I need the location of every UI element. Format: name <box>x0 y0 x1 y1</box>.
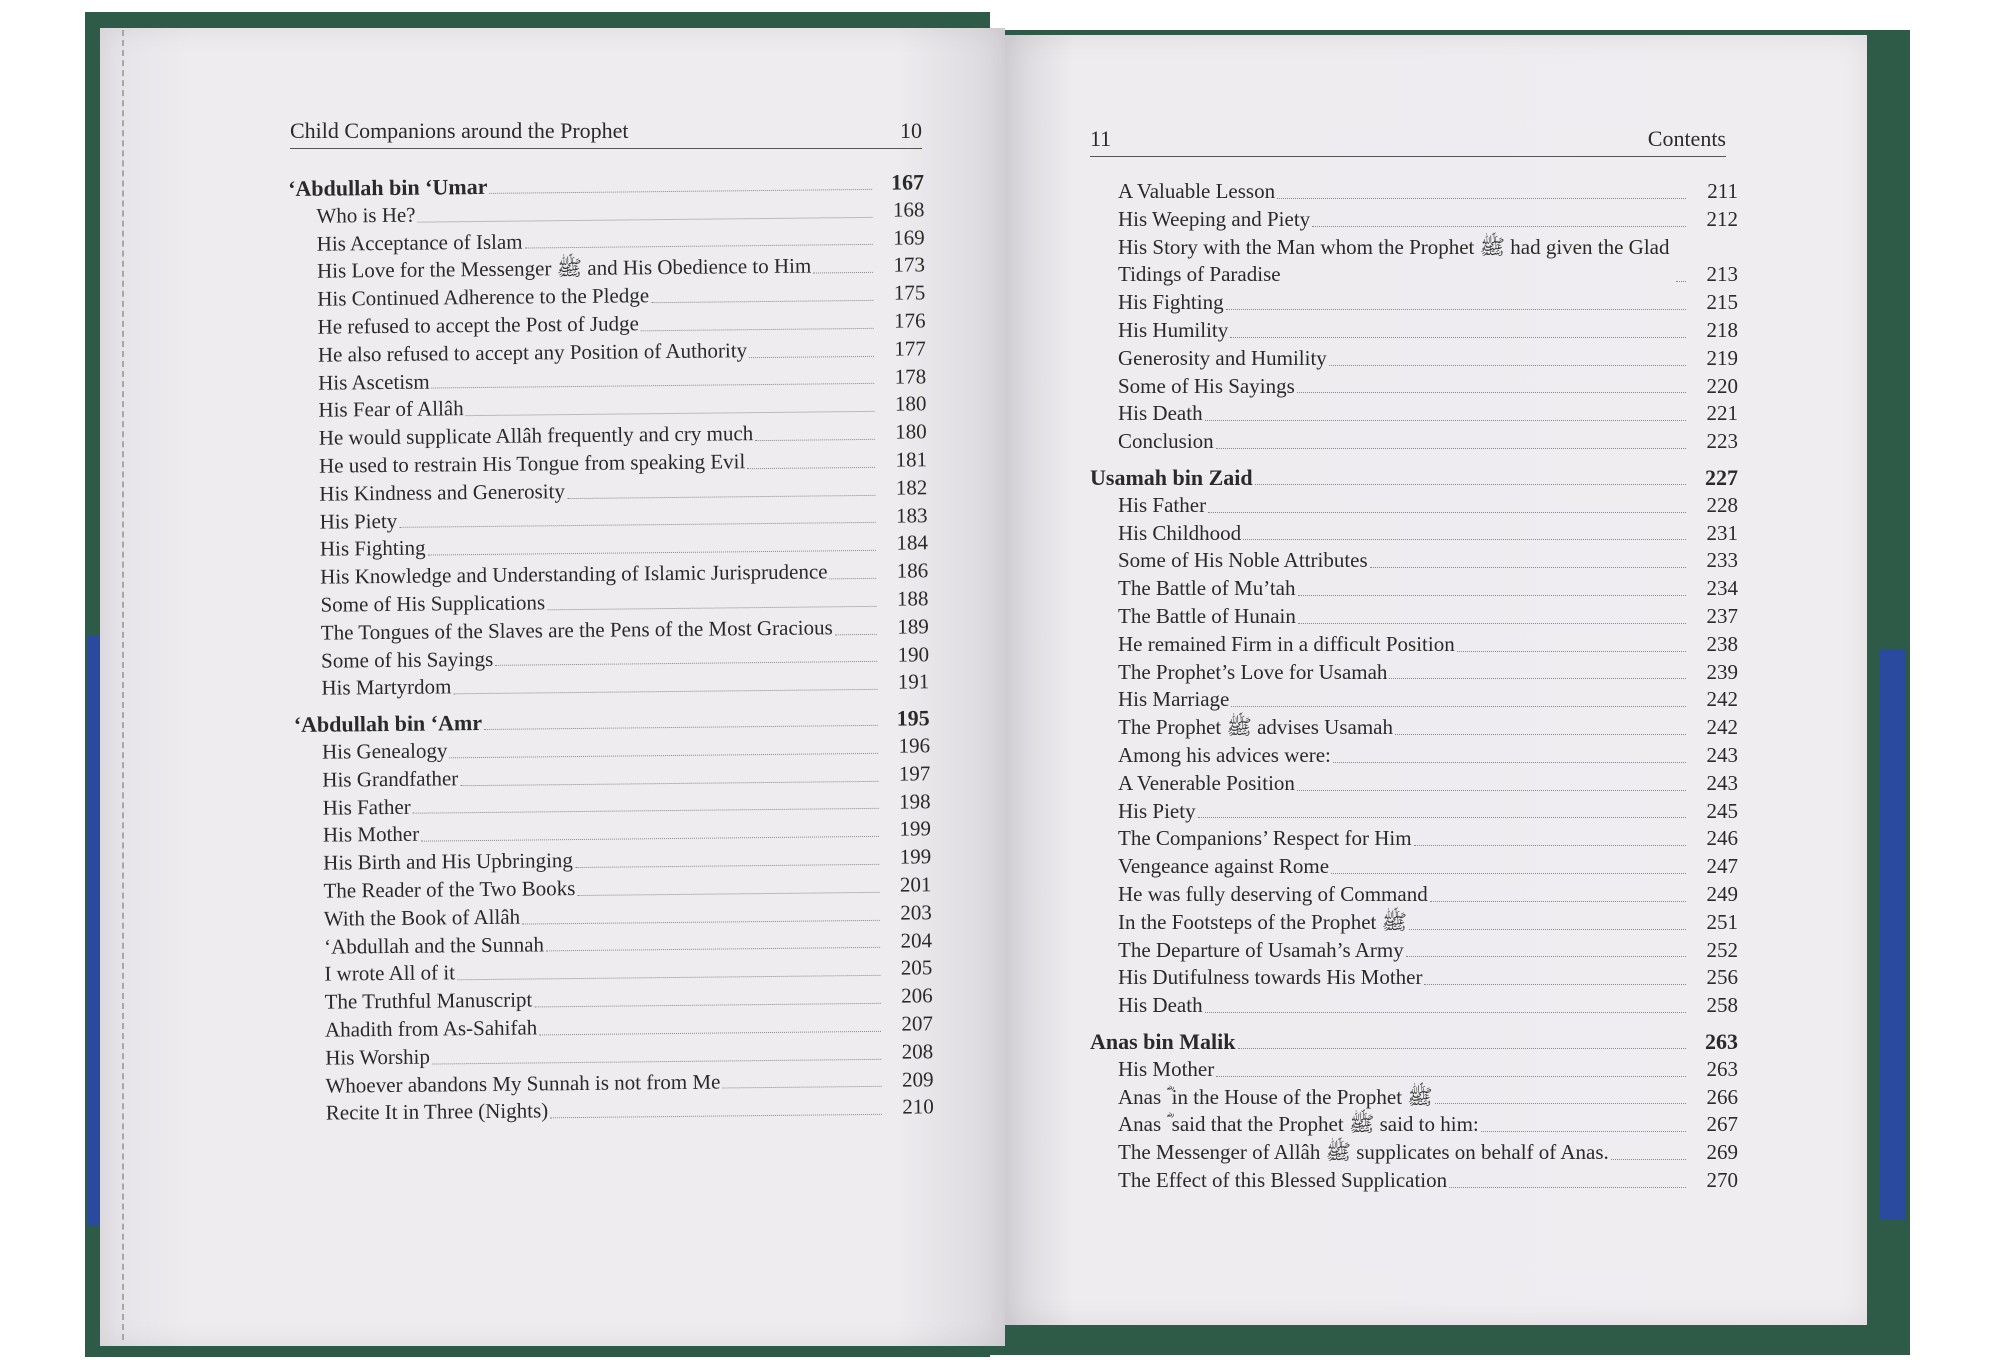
entry-title: The Prophet’s Love for Usamah <box>1118 659 1388 684</box>
dot-leader <box>1414 845 1686 846</box>
dot-leader <box>575 864 879 868</box>
entry-page-number: 220 <box>1706 373 1738 398</box>
entry-page-number: 237 <box>1706 603 1738 628</box>
dot-leader <box>1406 956 1686 957</box>
entry-page-number: 213 <box>1706 262 1738 287</box>
dot-leader <box>1238 1048 1687 1049</box>
dot-leader <box>1297 392 1686 393</box>
toc-entry <box>1090 520 1738 548</box>
dot-leader <box>1676 281 1686 282</box>
entry-title: The Reader of the Two Books <box>323 875 576 903</box>
entry-title: His Mother <box>1118 1056 1215 1081</box>
section-title: ‘Abdullah bin ‘Amr <box>293 710 483 738</box>
toc-entry <box>1090 1111 1738 1139</box>
entry-page-number: 189 <box>897 614 929 639</box>
entry-title: The Truthful Manuscript <box>324 987 533 1014</box>
entry-title: The Departure of Usamah’s Army <box>1118 937 1404 962</box>
section-page-number: 195 <box>896 705 930 731</box>
entry-title: His Father <box>322 794 411 820</box>
dot-leader <box>1205 420 1686 421</box>
entry-title: His Fighting <box>319 535 426 562</box>
toc-entry <box>1090 1139 1738 1167</box>
entry-title: Some of His Sayings <box>1118 373 1295 398</box>
dot-leader <box>1312 226 1686 227</box>
toc-entry <box>1090 825 1738 853</box>
toc-entry <box>1090 373 1738 401</box>
toc-entry <box>1090 714 1738 742</box>
toc-entry <box>1090 686 1738 714</box>
section-page-number: 263 <box>1705 1028 1738 1054</box>
dot-leader <box>1231 706 1686 707</box>
toc-entry <box>1090 547 1738 575</box>
entry-title: He used to restrain His Tongue from speaking Evil <box>318 449 746 478</box>
entry-page-number: 219 <box>1706 345 1738 370</box>
entry-page-number: 263 <box>1706 1056 1738 1081</box>
entry-page-number: 180 <box>894 391 927 417</box>
dot-leader <box>641 328 874 331</box>
dot-leader <box>749 355 874 357</box>
section-title: Usamah bin Zaid <box>1090 464 1253 490</box>
entry-page-number: 223 <box>1706 429 1738 454</box>
toc-section-heading <box>1090 464 1738 492</box>
toc-entry <box>1090 964 1738 992</box>
entry-page-number: 218 <box>1706 317 1738 342</box>
entry-title: His Genealogy <box>321 738 448 764</box>
dot-leader <box>534 1003 880 1008</box>
entry-page-number: 251 <box>1706 909 1738 934</box>
entry-title: Whoever abandons My Sunnah is not from Me <box>325 1069 721 1098</box>
entry-title: His Mother <box>322 821 420 847</box>
dot-leader <box>454 689 878 694</box>
toc-entry <box>1090 742 1738 770</box>
entry-page-number: 269 <box>1706 1140 1738 1165</box>
entry-title: The Battle of Mu’tah <box>1118 576 1296 601</box>
entry-title: His Love for the Messenger ﷺ and His Obedience to Him <box>316 253 812 284</box>
dot-leader <box>813 272 873 274</box>
entry-page-number: 199 <box>899 816 932 841</box>
section-page-number: 227 <box>1705 464 1738 490</box>
toc-left <box>288 168 934 1128</box>
entry-title: A Venerable Position <box>1118 770 1295 795</box>
entry-title: I wrote All of it <box>324 960 456 986</box>
entry-page-number: 175 <box>893 280 926 305</box>
entry-page-number: 238 <box>1706 631 1738 656</box>
entry-page-number: 176 <box>893 308 926 333</box>
toc-entry <box>1090 1056 1738 1084</box>
left-page-number: 10 <box>900 118 922 143</box>
entry-title: His Marriage <box>1118 687 1230 712</box>
entry-title: A Valuable Lesson <box>1118 179 1276 203</box>
dot-leader <box>835 633 877 634</box>
entry-title: Vengeance against Rome <box>1118 854 1330 879</box>
dot-leader <box>432 1058 881 1064</box>
entry-title: The Messenger of Allâh ﷺ supplicates on behalf of Anas. <box>1118 1140 1609 1165</box>
dot-leader <box>547 606 876 610</box>
dot-leader <box>747 467 875 469</box>
entry-page-number: 242 <box>1706 687 1738 712</box>
entry-page-number: 228 <box>1706 492 1738 517</box>
entry-title: His Knowledge and Understanding of Islamic Jurisprudence <box>320 559 828 589</box>
entry-title: Some of His Supplications <box>320 590 546 617</box>
entry-page-number: 198 <box>898 788 931 814</box>
toc-entry <box>1090 992 1738 1020</box>
entry-title: Ahadith from As-Sahifah <box>324 1015 538 1042</box>
toc-entry <box>1090 909 1738 937</box>
entry-page-number: 199 <box>899 844 932 869</box>
entry-page-number: 184 <box>896 530 929 556</box>
entry-title: His Childhood <box>1118 520 1242 545</box>
toc-entry <box>1090 603 1738 631</box>
toc-entry <box>1090 1084 1738 1112</box>
toc-entry <box>1090 1167 1738 1195</box>
dot-leader <box>1409 929 1686 930</box>
entry-page-number: 246 <box>1706 826 1738 851</box>
right-page-number: 11 <box>1090 126 1112 151</box>
dot-leader <box>1435 1103 1686 1104</box>
entry-title: His Piety <box>319 508 398 534</box>
dot-leader <box>755 439 875 441</box>
entry-page-number: 258 <box>1706 993 1738 1018</box>
entry-title: He also refused to accept any Position of Authority <box>317 337 748 367</box>
dot-leader <box>1329 365 1686 366</box>
toc-entry <box>1090 798 1738 826</box>
entry-page-number: 182 <box>895 475 928 500</box>
dot-leader <box>1277 198 1686 199</box>
entry-page-number: 234 <box>1706 576 1738 601</box>
toc-entry <box>1090 853 1738 881</box>
dot-leader <box>1457 651 1686 652</box>
toc-entry <box>1090 881 1738 909</box>
binding-stitch <box>108 30 124 1340</box>
dot-leader <box>413 808 879 814</box>
toc-entry <box>1090 937 1738 965</box>
toc-entry <box>1090 659 1738 687</box>
entry-page-number: 215 <box>1706 290 1738 315</box>
right-running-header <box>1090 126 1726 157</box>
entry-title: Anas ؓ in the House of the Prophet ﷺ <box>1118 1084 1433 1109</box>
dot-leader <box>1298 623 1686 624</box>
toc-entry <box>1090 631 1738 659</box>
dot-leader <box>1243 539 1686 540</box>
entry-title: ‘Abdullah and the Sunnah <box>323 931 545 959</box>
entry-page-number: 243 <box>1706 742 1738 767</box>
dot-leader <box>1389 678 1686 679</box>
dot-leader <box>421 836 879 842</box>
left-header-title: Child Companions around the Prophet <box>290 118 629 143</box>
dot-leader <box>830 578 877 579</box>
toc-section-heading <box>1090 1028 1738 1056</box>
entry-page-number: 209 <box>901 1066 934 1092</box>
dot-leader <box>484 725 878 730</box>
dot-leader <box>539 1031 881 1036</box>
entry-title: The Companions’ Respect for Him <box>1118 826 1412 851</box>
entry-page-number: 180 <box>895 419 927 444</box>
entry-page-number: 205 <box>900 955 933 980</box>
dot-leader <box>1205 1012 1686 1013</box>
entry-title: His Death <box>1118 993 1203 1018</box>
toc-entry <box>1090 317 1738 345</box>
entry-page-number: 173 <box>893 252 926 278</box>
toc-entry <box>1090 206 1738 234</box>
entry-title: His Fear of Allâh <box>318 396 464 423</box>
entry-page-number: 197 <box>898 761 931 786</box>
entry-title: Anas ؓ said that the Prophet ﷺ said to him: <box>1118 1112 1479 1137</box>
dot-leader <box>495 661 877 666</box>
entry-title: The Effect of this Blessed Supplication <box>1118 1167 1448 1192</box>
dot-leader <box>489 189 872 194</box>
entry-page-number: 191 <box>897 669 930 694</box>
entry-title: Conclusion <box>1118 429 1214 454</box>
entry-page-number: 188 <box>896 586 929 611</box>
entry-page-number: 168 <box>892 197 925 222</box>
dot-leader <box>546 947 880 951</box>
entry-page-number: 221 <box>1706 401 1738 426</box>
dot-leader <box>1216 1076 1686 1077</box>
entry-title: His Father <box>1118 492 1207 517</box>
dot-leader <box>1395 734 1686 735</box>
dot-leader <box>460 780 878 785</box>
entry-title: His Kindness and Generosity <box>319 478 566 506</box>
entry-page-number: 233 <box>1706 548 1738 573</box>
dot-leader <box>651 300 873 303</box>
left-running-header <box>290 118 922 149</box>
toc-entry <box>1090 345 1738 373</box>
entry-page-number: 183 <box>895 502 928 528</box>
entry-title: The Battle of Hunain <box>1118 603 1296 628</box>
dot-leader <box>1230 337 1686 338</box>
dot-leader <box>1216 448 1686 449</box>
section-title: Anas bin Malik <box>1090 1028 1236 1054</box>
toc-entry <box>1090 400 1738 428</box>
entry-page-number: 247 <box>1706 854 1738 879</box>
entry-title: Who is He? <box>316 202 416 228</box>
entry-title: Some of his Sayings <box>320 646 494 673</box>
toc-entry <box>1090 770 1738 798</box>
dot-leader <box>1430 901 1686 902</box>
dot-leader <box>1611 1159 1686 1160</box>
entry-page-number: 242 <box>1706 715 1738 740</box>
entry-title: His Dutifulness towards His Mother <box>1118 965 1423 990</box>
entry-title: The Prophet ﷺ advises Usamah <box>1118 715 1393 740</box>
dot-leader <box>1424 984 1686 985</box>
entry-title: Among his advices were: <box>1118 742 1331 767</box>
dot-leader <box>577 892 879 896</box>
entry-title: His Ascetism <box>318 369 430 395</box>
entry-title: He was fully deserving of Command <box>1118 881 1428 906</box>
entry-page-number: 208 <box>901 1038 934 1064</box>
entry-page-number: 243 <box>1706 770 1738 795</box>
entry-page-number: 267 <box>1706 1112 1738 1137</box>
dot-leader <box>1208 512 1686 513</box>
entry-title: His Story with the Man whom the Prophet ﷺ had given the Glad Tidings of Paradise <box>1118 234 1670 287</box>
entry-page-number: 178 <box>894 363 927 389</box>
entry-page-number: 204 <box>900 927 933 953</box>
entry-title: His Weeping and Piety <box>1118 206 1311 231</box>
entry-page-number: 206 <box>901 983 933 1008</box>
dot-leader <box>428 550 876 556</box>
dot-leader <box>1255 484 1686 485</box>
entry-title: His Birth and His Upbringing <box>323 848 573 875</box>
dot-leader <box>466 411 875 416</box>
entry-page-number: 239 <box>1706 659 1738 684</box>
entry-page-number: 256 <box>1706 965 1738 990</box>
toc-entry <box>1090 289 1738 317</box>
toc-entry <box>1090 575 1738 603</box>
dot-leader <box>1297 790 1686 791</box>
entry-title: His Worship <box>325 1044 431 1070</box>
entry-page-number: 207 <box>901 1011 934 1036</box>
entry-title: His Acceptance of Islam <box>316 229 523 256</box>
entry-title: His Piety <box>1118 798 1196 823</box>
entry-page-number: 245 <box>1706 798 1738 823</box>
dot-leader <box>1449 1187 1686 1188</box>
dot-leader <box>457 975 880 980</box>
entry-page-number: 169 <box>893 224 925 250</box>
toc-right <box>1090 178 1738 1195</box>
toc-entry <box>1090 428 1738 456</box>
section-page-number: 167 <box>890 169 925 195</box>
dot-leader <box>418 216 873 222</box>
dot-leader <box>525 244 873 249</box>
toc-entry <box>1090 234 1738 290</box>
entry-page-number: 201 <box>899 872 932 897</box>
dot-leader <box>432 383 875 389</box>
entry-title: He refused to accept the Post of Judge <box>317 311 640 339</box>
entry-page-number: 231 <box>1706 520 1738 545</box>
entry-page-number: 196 <box>898 733 931 758</box>
entry-page-number: 203 <box>900 900 932 925</box>
dot-leader <box>399 522 875 528</box>
entry-title: He remained Firm in a difficult Position <box>1118 631 1455 656</box>
entry-title: His Continued Adherence to the Pledge <box>317 283 650 311</box>
dot-leader <box>722 1086 881 1089</box>
entry-page-number: 186 <box>896 558 929 583</box>
toc-entry <box>1090 178 1738 206</box>
entry-page-number: 190 <box>897 641 930 667</box>
entry-title: He would supplicate Allâh frequently and cry much <box>318 421 754 450</box>
dot-leader <box>522 919 880 924</box>
dot-leader <box>1198 817 1686 818</box>
entry-page-number: 266 <box>1706 1084 1738 1109</box>
dot-leader <box>567 494 875 498</box>
dot-leader <box>1481 1131 1686 1132</box>
entry-page-number: 249 <box>1706 881 1738 906</box>
entry-page-number: 252 <box>1706 937 1738 962</box>
entry-page-number: 211 <box>1707 179 1738 203</box>
entry-title: His Humility <box>1118 317 1229 342</box>
entry-title: His Grandfather <box>322 765 459 792</box>
toc-entry <box>293 669 929 703</box>
entry-title: His Martyrdom <box>321 674 452 701</box>
entry-title: With the Book of Allâh <box>323 904 521 931</box>
entry-title: Some of His Noble Attributes <box>1118 548 1368 573</box>
dot-leader <box>1333 762 1686 763</box>
entry-page-number: 210 <box>902 1094 934 1119</box>
entry-title: His Death <box>1118 401 1203 426</box>
entry-page-number: 270 <box>1706 1167 1738 1192</box>
right-header-title: Contents <box>1647 126 1726 151</box>
entry-page-number: 181 <box>895 447 928 472</box>
dot-leader <box>550 1114 882 1118</box>
dot-leader <box>1298 595 1687 596</box>
dot-leader <box>449 753 878 758</box>
section-title: ‘Abdullah bin ‘Umar <box>288 173 488 201</box>
dot-leader <box>1226 309 1686 310</box>
toc-entry <box>1090 492 1738 520</box>
cover-stripe-right <box>1880 650 1905 1220</box>
entry-title: Recite It in Three (Nights) <box>325 1098 549 1125</box>
entry-title: In the Footsteps of the Prophet ﷺ <box>1118 909 1408 934</box>
entry-title: Generosity and Humility <box>1118 345 1327 370</box>
entry-page-number: 177 <box>894 336 926 361</box>
entry-title: His Fighting <box>1118 290 1224 315</box>
entry-page-number: 212 <box>1706 206 1738 231</box>
dot-leader <box>1370 567 1686 568</box>
dot-leader <box>1331 873 1686 874</box>
entry-title: The Tongues of the Slaves are the Pens of the Most Gracious <box>320 615 833 645</box>
